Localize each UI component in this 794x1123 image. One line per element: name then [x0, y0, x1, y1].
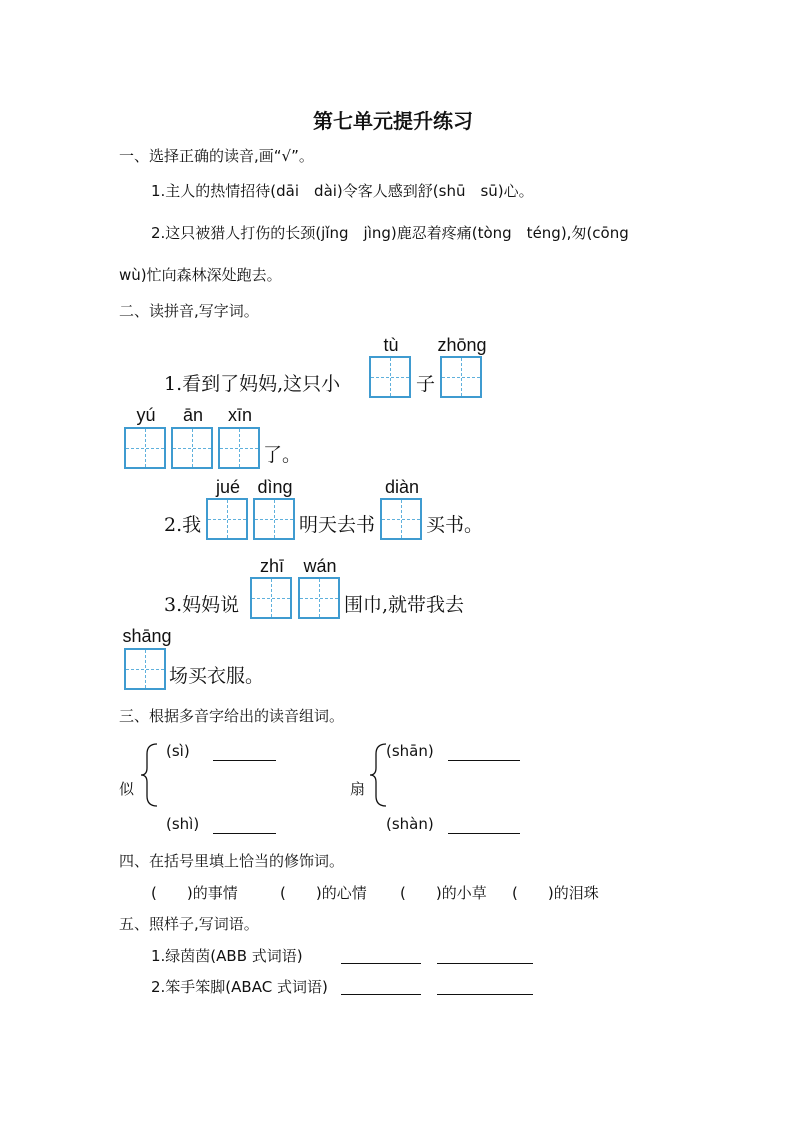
s2-q3-mid: 围巾,就带我去 — [344, 594, 465, 616]
pinyin-jue: jué — [215, 477, 241, 497]
section-1-heading: 一、选择正确的读音,画“√”。 — [119, 147, 314, 165]
pinyin-zhi: zhī — [259, 556, 284, 576]
writing-box-yu[interactable] — [124, 427, 166, 469]
answer-blank-shan-1[interactable] — [448, 759, 520, 761]
brace-icon-shan — [368, 742, 388, 808]
answer-blank-shan-2[interactable] — [448, 832, 520, 834]
s2-q2-prefix: 2.我 — [164, 514, 202, 536]
writing-box-wan[interactable] — [298, 577, 340, 619]
writing-box-zhi[interactable] — [250, 577, 292, 619]
page-title: 第七单元提升练习 — [313, 109, 473, 133]
pinyin-ding: dìng — [257, 477, 293, 497]
pinyin-yu: yú — [136, 405, 156, 425]
writing-box-ding[interactable] — [253, 498, 295, 540]
s2-q2-mid: 明天去书 — [299, 514, 376, 536]
s2-q3-prefix: 3.妈妈说 — [164, 594, 240, 616]
modifier-item-1[interactable]: ( )的事情 — [151, 884, 238, 902]
s1-question-2-line-1: 2.这只被猎人打伤的长颈(jǐng jìng)鹿忍着疼痛(tòng téng),匆(cōng — [151, 224, 629, 242]
pinyin-dian: diàn — [384, 477, 420, 497]
s5-question-2: 2.笨手笨脚(ABAC 式词语) — [151, 978, 328, 996]
s1-question-1: 1.主人的热情招待(dāi dài)令客人感到舒(shū sū)心。 — [151, 182, 534, 200]
section-3-heading: 三、根据多音字给出的读音组词。 — [119, 707, 345, 725]
answer-blank-si-2[interactable] — [213, 832, 276, 834]
pinyin-xin: xīn — [227, 405, 252, 425]
writing-box-jue[interactable] — [206, 498, 248, 540]
s2-q3-end: 场买衣服。 — [169, 665, 265, 687]
polyphone-char-si: 似 — [119, 780, 135, 798]
pinyin-an: ān — [182, 405, 204, 425]
pinyin-wan: wán — [303, 556, 337, 576]
modifier-item-4[interactable]: ( )的泪珠 — [512, 884, 599, 902]
pinyin-shang: shāng — [122, 626, 172, 646]
answer-blank-abac-1[interactable] — [341, 993, 421, 995]
answer-blank-abac-2[interactable] — [437, 993, 533, 995]
brace-icon-si — [139, 742, 159, 808]
section-5-heading: 五、照样子,写词语。 — [119, 915, 259, 933]
writing-box-shang[interactable] — [124, 648, 166, 690]
writing-box-dian[interactable] — [380, 498, 422, 540]
section-2-heading: 二、读拼音,写字词。 — [119, 302, 259, 320]
polyphone-char-shan: 扇 — [350, 780, 366, 798]
modifier-item-2[interactable]: ( )的心情 — [280, 884, 367, 902]
polyphone-si-reading-1: (sì) — [166, 742, 190, 760]
s2-q2-end: 买书。 — [426, 514, 484, 536]
pinyin-zhong: zhōng — [437, 335, 487, 355]
s2-q1-prefix: 1.看到了妈妈,这只小 — [164, 373, 341, 395]
s2-q1-end: 了。 — [263, 444, 302, 466]
answer-blank-abb-2[interactable] — [437, 962, 533, 964]
answer-blank-si-1[interactable] — [213, 759, 276, 761]
s5-question-1: 1.绿茵茵(ABB 式词语) — [151, 947, 303, 965]
section-4-heading: 四、在括号里填上恰当的修饰词。 — [119, 852, 345, 870]
writing-box-an[interactable] — [171, 427, 213, 469]
writing-box-tu[interactable] — [369, 356, 411, 398]
polyphone-si-reading-2: (shì) — [166, 815, 200, 833]
s2-q1-mid: 子 — [416, 373, 436, 395]
pinyin-tu: tù — [383, 335, 399, 355]
writing-box-zhong[interactable] — [440, 356, 482, 398]
writing-box-xin[interactable] — [218, 427, 260, 469]
answer-blank-abb-1[interactable] — [341, 962, 421, 964]
polyphone-shan-reading-1: (shān) — [386, 742, 434, 760]
modifier-item-3[interactable]: ( )的小草 — [400, 884, 487, 902]
s1-question-2-line-2: wù)忙向森林深处跑去。 — [119, 266, 282, 284]
polyphone-shan-reading-2: (shàn) — [386, 815, 434, 833]
